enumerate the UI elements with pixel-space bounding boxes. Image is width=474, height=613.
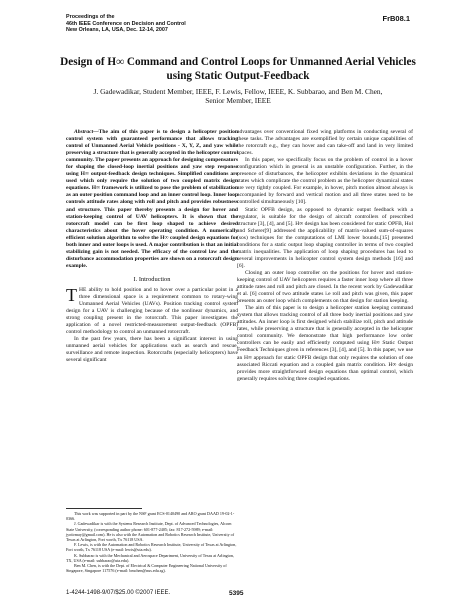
right-column	[237, 129, 413, 383]
conference-header	[66, 14, 186, 34]
conference-line: 46th IEEE Conference on Decision and Control	[66, 20, 186, 27]
footnote: Ben M. Chen, is with the Dept. of Electrical & Computer Engineering National University of Singapore, Singapore 117576 (e-mail: bmchen@nus.edu.sg).	[66, 563, 227, 574]
intro-text: HE ability to hold position and to hover over a particular point in a three dimensional space is a requirement common to rotary-wing Unmanned Aerial Vehicles (UAVs). Position tracking control system design for a UAV is challenging because of the nonlinear dynamics, and strong coupling present in the rotorcraft. This paper investigates the application of a novel restricted-measurement output-feedback (OPFB) control methodology to control an unmanned rotorcraft.	[66, 286, 238, 336]
body-paragraph: The aim of this paper is to design a helicopter station keeping command system that allows tracking control of all three body inertial positions and yaw attitudes. An inner loop is first designed which stabilize roll, pitch and attitude rates, while preserving a structure that is generally accepted in the helicopter control community. We demonstrate that high performance low order controllers can be easily and efficiently computed using H∞ Static Output Feedback Techniques given in references [3], [4], and [5]. In this paper, we use an H∞ approach for static OPFB design that only requires the solution of one associated Riccati equation and a coupled gain matrix condition. H∞ design provides more straightforward design equations than optimal control, which generally requires solving three coupled equations.	[237, 305, 413, 382]
abstract	[66, 129, 238, 270]
conference-line: New Orleans, LA, USA, Dec. 12-14, 2007	[66, 27, 168, 34]
footnote: F. Lewis, is with the Automation and Robotics Research Institute, University of Texas at Arlington, Fort worth, Tx 76118 USA (e-mail: lewis@uta.edu).	[66, 542, 237, 553]
abstract-lead: Abstract	[74, 129, 94, 135]
body-paragraph: Closing an outer loop controller on the positions for hover and station-keeping control of UAV helicopters requires a faster inner loop where all three attitude rates and roll and pitch are closed. In the recent work by Gadewadikar et al. [6] control of two attitude states i.e roll and pitch was given, this paper presents an outer loop which complements on that design for station keeping.	[237, 269, 413, 305]
intro-paragraph	[66, 284, 238, 336]
left-column	[66, 129, 238, 365]
paper-id: FrB08.1	[382, 14, 410, 23]
footnote: K. Subbarao is with the Mechanical and Aerospace Department, University of Texas at Arlington, TX, USA (e-mail: subbarao@uta.edu).	[66, 552, 234, 563]
footnote: This work was supported in part by the NSF grant ECS-0140490 and ARO grant DAAD 19-02-1-0366.	[66, 511, 235, 522]
section-heading: I. Introduction	[133, 275, 171, 283]
abstract-body: —The aim of this paper is to design a helicopter position control system with guaranteed performance that allows tracking control of Unmanned Aerial Vehicle positions - X, Y, Z, and yaw while preserving a structure that is generally accepted in the helicopter control community. The paper presents an approach for designing compensators for shaping the closed-loop inertial positions and yaw step response using H∞ output-feedback design techniques. Simplified conditions are used which only require the solution of two coupled matrix design equations. H∞ framework is utilized to pose the problem of stabilization as an outer position command loop and an inner control loop. Inner loop controls attitude rates along with roll and pitch and provides robustness and structure. This paper thereby presents a design for hover and station-keeping control of UAV helicopters. It is shown that the rotorcraft model can be first loop shaped to achieve desired characteristics about the hover operating condition. A numerically efficient solution algorithm to solve the H∞ coupled design equations for both inner and outer loops is used. A major contribution is that an initial stabilizing gain is not needed. The efficacy of the control law and the disturbance accommodation properties are shown on a rotorcraft design example.	[66, 129, 238, 269]
drop-cap: T	[66, 284, 77, 305]
authors-line: J. Gadewadikar, Student Member, IEEE, F. Lewis, Fellow, IEEE, K. Subbarao, and Ben M. Chen,	[93, 87, 383, 96]
page-number: 5395	[229, 590, 244, 597]
footnote: J. Gadewadikar is with the Systems Research Institute, Dept. of Advanced Technologies, Alcorn State University, (corresponding author phone: 601-877-2405; fax: 817-272-5989; e-mail: jyotirmay@gmail.com). He is also with the Automation and Robotics Research Institute, University of Texas at Arlington, Fort worth, Tx 76118 USA.	[66, 521, 235, 543]
footnote-rule	[66, 508, 142, 509]
footnotes	[66, 511, 238, 573]
body-paragraph: Static OPFB design, as opposed to dynamic output feedback with a regulator, is suitable for the design of aircraft controllers of prescribed structure [3], [4], and [5]. H∞ design has been considered for static OPFB, Hol and Scherer[9] addressed the applicability of matrix-valued sum-of-squares (sos) techniques for the computations of LMI lower bounds.[15] presented conditions for a static output loop shaping controller in terms of two coupled matrix inequalities. The application of loop shaping procedures has lead to several improvements in helicopter control system design methods [16] and [6].	[237, 206, 413, 269]
authors-line: Senior Member, IEEE	[205, 96, 271, 106]
paper-title: Design of H∞ Command and Control Loops for Unmanned Aerial Vehicles using Static Output-Feedback	[60, 56, 416, 82]
isbn-footer: 1-4244-1498-9/07/$25.00 ©2007 IEEE.	[66, 590, 171, 596]
intro-paragraph: In the past few years, there has been a significant interest in using unmanned aerial vehicles for applications such as search and rescue, surveillance and remote inspection. Rotorcrafts (especially helicopters) have several significant	[66, 336, 238, 364]
conference-line: Proceedings of the	[66, 14, 115, 20]
body-paragraph: advantages over conventional fixed wing platforms in conducting several of these tasks. The advantages are exemplified by certain unique capabilities of the rotorcraft e.g., they can hover and can take-off and land in very limited spaces.	[237, 129, 413, 157]
body-paragraph: In this paper, we specifically focus on the problem of control in a hover configuration which in general is an unstable configuration. Further, in the presence of disturbances, the helicopter exhibits deviations in the dynamical states which complicate the control problem as the helicopter dynamical states are very tightly coupled. For example, in hover, pitch motion almost always is accompanied by forward and vertical motion and all three states need to be controlled simultaneously [10].	[237, 157, 413, 206]
author-block	[60, 87, 416, 106]
